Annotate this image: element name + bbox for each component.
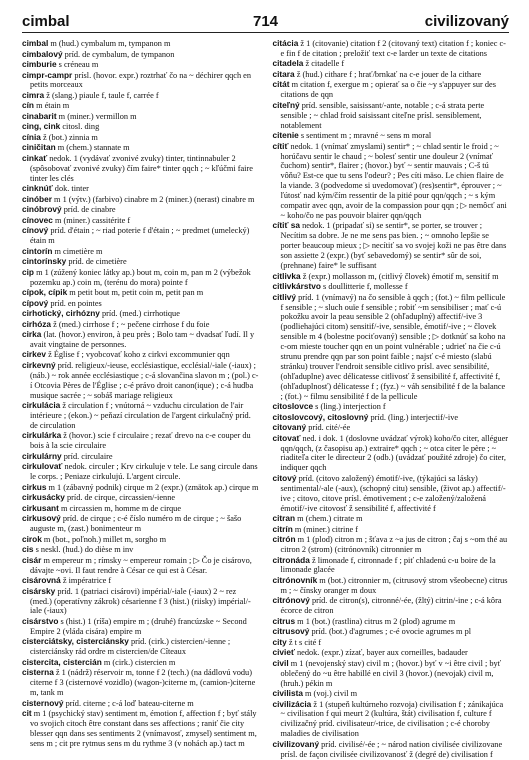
entry-definition: m (voj.) civil m (305, 689, 358, 699)
entry-definition: nedok. circuler ; Krv cirkuluje v tele. Le sang circule dans le corps. ; Peniaze cirkulujú. L'argent circule. (30, 462, 258, 482)
entry-definition: nedok. (expr.) zízať, bayer aux corneilles, badauder (297, 648, 468, 658)
entry-definition: m (bot., poľnoh.) millet m, sorgho m (43, 534, 167, 544)
entry-definition: s (ling.) interjection f (315, 402, 386, 412)
dictionary-entry (22, 587, 259, 617)
entry-definition: ž (hud.) cithare f ; hrať/brnkať na c-e jouer de la cithare (296, 69, 482, 79)
entry-headword: cinabarit (22, 110, 57, 121)
entry-definition: prísl. (hovor. expr.) roztrhať čo na ~ déchirer qqch en petits morceaux (30, 70, 252, 90)
entry-headword: citácia (272, 38, 299, 48)
left-column (22, 39, 259, 760)
entry-definition: príd. de cimetière (68, 257, 127, 267)
dictionary-entry (22, 133, 259, 143)
entry-headword: cimburie (22, 59, 57, 69)
dictionary-entry (22, 184, 259, 194)
entry-headword: cirok (22, 533, 42, 544)
dictionary-entry (22, 637, 259, 657)
entry-headword: cisárstvo (22, 615, 59, 626)
dictionary-entry (273, 525, 510, 535)
dictionary-entry (22, 668, 259, 698)
dictionary-entry (22, 401, 259, 431)
entry-definition: príd. circulaire (63, 451, 113, 461)
dictionary-entry (22, 299, 259, 309)
entry-headword: cirkev (22, 349, 46, 360)
entry-definition: príd. cité/-ée (308, 423, 351, 433)
entry-headword: city (272, 636, 287, 647)
entry-headword: cípok, cípik (22, 287, 68, 298)
entry-definition: príd. de cymbalum, de tympanon (64, 49, 175, 59)
entry-headword: cínový (22, 225, 49, 236)
entry-headword: cinóbrový (22, 204, 62, 215)
entry-definition: príd. religieux/-ieuse, ecclésiastique, ecclésial/-iale (-iaux) ; (náb.) ~ rok année ecclésiastique ; c-á slovančina slavon m ; (pol.) c-í Otcovia Pères de l'Église ; c-é právo droit canon(ique) ; c-á hudba musique sacrée ; ~ sobáš mariage religieux (30, 360, 259, 400)
entry-definition: m 1 (výtv.) (farbivo) cinabre m 2 (miner.) (nerast) cinabre m (54, 194, 255, 204)
entry-definition: ž Église f ; vyobcovať koho z cirkvi excommunier qqn (48, 350, 230, 360)
dictionary-entry (273, 596, 510, 616)
entry-headword: citový (272, 472, 297, 483)
entry-definition: ž 1 (nádrž) réservoir m, tonne f 2 (tech.) (na dádlovú vodu) citerne f 3 (cisternové vozidlo) (wagon-)citerne m, (camion-)citerne m, tank m (30, 668, 256, 698)
entry-headword: cintorín (22, 245, 53, 256)
entry-headword: citara (272, 68, 295, 79)
entry-definition: m (cirk.) cistercien m (103, 657, 176, 667)
entry-definition: príd. 1 (patriaci cisárovi) impérial/-iale (-iaux) 2 ~ rez (med.) (operatívny zákrok) césarienne f 3 (hist.) (riisky) impérial/-iale (-iaux) (30, 586, 251, 616)
entry-headword: citoslovcový, citoslovný (272, 411, 369, 422)
entry-headword: cirhotický, cirhózny (22, 308, 100, 319)
entry-definition: m 1 (zúžený koniec látky ap.) bout m, coin m, pan m 2 (výbežok pozemku ap.) coin m, (terénu do mora) pointe f (30, 267, 251, 287)
entry-definition: m 1 (nevojenský stav) civil m ; (hovor.) byť v ~i être civil ; byť oblečený do ~u être habillé en civil 3 (hovor.) (nevojak) civil m, (hruh.) pékin m (280, 658, 502, 688)
entry-headword: cimra (22, 89, 45, 100)
entry-definition: dok. tinter (54, 184, 89, 194)
entry-headword: cirkusácky (22, 492, 65, 503)
dictionary-entry (22, 514, 259, 534)
entry-definition: príd. en pointes (50, 298, 102, 308)
dictionary-entry (22, 617, 259, 637)
entry-definition: m citation f, exergue m ; opierať sa o čie ~y s'appuyer sur des citations de qqn (280, 80, 496, 100)
entry-definition: s sentiment m ; mravné ~ sens m moral (300, 131, 432, 141)
entry-headword: cirhóza (22, 318, 52, 329)
dictionary-entry (273, 535, 510, 555)
entry-headword: cinkať (22, 152, 48, 163)
entry-definition: príd. (bot.) d'agrumes ; c-é ovocie agrumes m pl (311, 627, 472, 637)
entry-headword: citlivka (272, 270, 301, 281)
entry-headword: cisárovná (22, 575, 61, 586)
dictionary-entry (273, 101, 510, 131)
entry-definition: m petit bout m, petit coin m, petit pan m (69, 288, 204, 298)
entry-definition: nedok. 1 (vnímať zmyslami) sentir* ; ~ chlad sentir le froid ; ~ horúčavu sentir le chaud ; ~ bolesť sentir une douleur 2 (vnímať čuchom) sentir*, flairer ; (hovor.) byť ~ sentir mauvais ; C-š tú vôňu? Est-ce que tu sens l'odeur? ; Pes cíti mäso. Le chien flaire de la viande. 3 (podvedome si uvedomovať) (res)sentir*, éprouver ; ~ ľútosť nad kým/čím ressentir de la pitié pour qqn/qqch ; ~ s kým compatir avec qqn, avoir de la compassion pour qqn ; ▷ nemôcť ani ~ koho/čo ne pas pouvoir blairer qqn/qqch (280, 141, 507, 220)
dictionary-entry (273, 556, 510, 576)
entry-headword: cimbal (22, 38, 49, 48)
entry-headword: citlivkárstvo (272, 281, 321, 292)
entry-headword: citovaný (272, 422, 307, 433)
entry-headword: citlivý (272, 291, 297, 302)
entry-headword: cirkus (22, 481, 47, 492)
entry-headword: citrusový (272, 626, 310, 637)
entry-headword: cit (22, 708, 32, 719)
entry-definition: ž citadelle f (305, 59, 345, 69)
entry-headword: cirkusový (22, 513, 61, 524)
entry-definition: m (miner.) citrine f (294, 524, 359, 534)
dictionary-entry (22, 257, 259, 267)
dictionary-entry (273, 221, 510, 271)
entry-headword: cisársky (22, 585, 56, 596)
entry-definition: m (miner.) vermillon m (58, 111, 137, 121)
dictionary-entry (22, 330, 259, 350)
entry-headword: citrus (272, 615, 296, 626)
entry-headword: citadela (272, 58, 304, 69)
entry-headword: civilizácia (272, 698, 312, 709)
entry-definition: príd. d'étain ; ~ riad poterie f d'étain ; ~ predmet (umelecký) étain m (30, 226, 250, 246)
entry-headword: citrón (272, 534, 296, 545)
dictionary-entry (22, 205, 259, 215)
entry-headword: cisterciátsky, cisterciánsky (22, 636, 129, 647)
entry-definition: ž (bot.) zinnia m (43, 132, 98, 142)
dictionary-entry (273, 423, 510, 433)
dictionary-entry (273, 659, 510, 689)
dictionary-entry (273, 272, 510, 282)
dictionary-entry (22, 709, 259, 749)
entry-headword: citrónový (272, 595, 310, 606)
entry-headword: cirkulovať (22, 461, 63, 472)
entry-headword: cín (22, 100, 34, 111)
right-column (273, 39, 510, 760)
entry-definition: m empereur m ; rímsky ~ empereur romain ; ▷ Čo je cisárovo, dávajte ~ovi. Il faut rendre à César ce qui est à César. (30, 555, 252, 575)
dictionary-entry (273, 80, 510, 100)
entry-headword: citrónovník (272, 574, 318, 585)
dictionary-entry (273, 648, 510, 658)
dictionary-entry (273, 142, 510, 221)
entry-headword: cítiť (272, 140, 289, 151)
entry-headword: cirka (22, 329, 42, 340)
dictionary-columns (22, 39, 509, 760)
dictionary-entry (273, 282, 510, 292)
entry-headword: cimpr-campr (22, 69, 73, 80)
entry-definition: m (bot.) citronnier m, (citrusový strom všeobecne) citrus m ; ~ čínsky oranger m doux (280, 575, 508, 595)
dictionary-entry (22, 195, 259, 205)
entry-definition: príd. (citovo založený) émotif/-ive, (týkajúci sa lásky) sentimental/-ale (-aux), (schopný citu) sensible, (život ap.) affectif/-ive ; citovo, citove prísl. émotivement ; c-e založený/založená émotif/-ive citovosť ž sensibilité f, affectivité f (280, 473, 506, 513)
entry-definition: citosl. ding (62, 122, 100, 132)
header-last-headword: civilizovaný (424, 13, 509, 30)
entry-definition: ž 1 (stupeň kultúrneho rozvoja) civilisation f ; zánikajúca ~ civilisation f qui meurt 2 (kultúra, štát) civilisation f, culture f civilizačný príd. civilisateur/-trice, de civilisation ; c-é choroby maladies de civilisation (280, 699, 504, 739)
dictionary-entry (273, 627, 510, 637)
dictionary-entry (22, 699, 259, 709)
dictionary-entry (22, 556, 259, 576)
dictionary-entry (22, 247, 259, 257)
entry-headword: cing, cink (22, 121, 61, 132)
entry-definition: nedok. 1 (vydávať zvonivé zvuky) tinter, tintinnabuler 2 (spôsobovať zvonivé zvuky) čím faire* tinter qqch ; ~ kľúčmi faire tinter les clés (30, 153, 253, 183)
entry-definition: ž t s cité f (288, 637, 322, 647)
entry-definition: príd. 1 (vnímavý) na čo sensible à qqch ; (fot.) ~ film pellicule f sensible ; ~ sluch ouïe f sensible ; robiť ~m sensibiliser ; mať c-ú pokožku avoir la peau sensible 2 (ohľaduplný) affectif/-ive 3 (podliehajúci citom) sensitif/-ive, sensible, émotif/-ive ; ~ človek sensible m 4 (bolestne pociťovaný) sensible ; ▷ dotknúť sa koho na c-om mieste toucher qqn en un point vulnérable ; udrieť na čie c-ú strunu prendre qqn par son point faible ; najsť c-é miesto (slabú stránku) trouver l'endroit sensible citlivo prísl. avec sensibilité, (ohľaduplne) avec délicatesse citlivosť ž sensibilité f, affectivité f, (ohľaduplnosť) délicatesse f ; (fyz.) ~ váh sensibilité f de la balance ; (fot.) ~ filmu sensibilité f de la pellicule (280, 292, 506, 401)
dictionary-entry (273, 293, 510, 402)
entry-definition: m (chem.) citrate m (297, 514, 363, 524)
entry-definition: príd. (cirk.) cistercien/-ienne ; cisterciánsky rád ordre m cistercien/de Cîteaux (30, 637, 231, 657)
entry-definition: príd. de cirque ; c-é číslo numéro m de cirque ; ~ šašo auguste m, (zast.) bonimenteur m (30, 514, 242, 534)
dictionary-entry (22, 504, 259, 514)
entry-definition: s créneau m (58, 60, 99, 69)
entry-definition: m (chem.) stannate m (57, 143, 130, 153)
entry-definition: m étain m (36, 101, 70, 111)
entry-definition: ž (med.) cirrhose f ; ~ pečene cirrhose f du foie (53, 319, 210, 329)
entry-headword: civilizovaný (272, 738, 320, 749)
entry-definition: ž impératrice f (62, 576, 112, 586)
dictionary-entry (22, 361, 259, 401)
entry-headword: cínovec (22, 214, 53, 225)
dictionary-entry (273, 59, 510, 69)
entry-headword: cirkevný (22, 359, 56, 370)
entry-definition: (lat. (hovor.) environ, à peu près ; Bolo tam ~ dvadsať ľudí. Il y avait vingtaine de personnes. (30, 330, 255, 349)
dictionary-entry (273, 70, 510, 80)
entry-definition: príd. de cinabre (63, 205, 116, 215)
entry-definition: ž circulation f ; vnútorná ~ vzduchu circulation de l'air intérieure ; (ekon.) ~ peňazí circulation de l'argent cirkulačný príd. de circulation (30, 401, 251, 430)
dictionary-entry (22, 493, 259, 503)
dictionary-entry (273, 514, 510, 524)
entry-definition: príd. de cirque, circassien/-ienne (66, 493, 176, 503)
dictionary-entry (22, 154, 259, 184)
dictionary-entry (273, 474, 510, 514)
dictionary-entry (273, 700, 510, 740)
entry-definition: ž (expr.) mollasson m, (citlivý človek) émotif m, sensitif m (302, 271, 499, 281)
entry-headword: cítiť sa (272, 220, 300, 231)
entry-definition: m (miner.) cassitérite f (54, 215, 131, 225)
entry-definition: príd. citerne ; c-á loď bateau-citerne m (65, 698, 194, 708)
dictionary-entry (22, 112, 259, 122)
entry-definition: m 1 (plod) citron m ; šťava z ~a jus de citron ; čaj s ~om thé au citron 2 (strom) (citrónovník) citronnier m (280, 535, 508, 554)
entry-headword: cip (22, 266, 34, 277)
dictionary-entry (22, 71, 259, 91)
dictionary-entry (273, 576, 510, 596)
entry-headword: cis (22, 544, 34, 555)
entry-headword: civieť (272, 647, 295, 658)
entry-headword: cintorínsky (22, 256, 67, 267)
entry-definition: m cimetière m (54, 246, 103, 256)
entry-definition: príd. sensible, saisissant/-ante, notable ; c-á strata perte sensible ; ~ chlad froid saisissant citeľne prísl. sensiblement, notablement (280, 100, 485, 130)
entry-definition: ž (slang.) piaule f, taule f, carrée f (46, 90, 159, 100)
dictionary-entry (22, 91, 259, 101)
dictionary-entry (22, 101, 259, 111)
dictionary-entry (273, 638, 510, 648)
dictionary-entry (22, 535, 259, 545)
dictionary-entry (22, 39, 259, 49)
dictionary-entry (22, 320, 259, 330)
entry-headword: ciničitan (22, 142, 56, 153)
dictionary-entry (273, 402, 510, 412)
entry-headword: civil (272, 657, 289, 668)
entry-headword: citenie (272, 130, 299, 141)
entry-definition: s neskl. (hud.) do dièse m inv (35, 545, 134, 555)
entry-definition: príd. civilisé/-ée ; ~ národ nation civilisée civilizovane prísl. de façon civilisée civilizovanosť ž (degré de) civilisation f (280, 739, 503, 759)
dictionary-entry (22, 309, 259, 319)
entry-definition: ž 1 (citovanie) citation f 2 (citovaný text) citation f ; koniec c-e fin f de citation ; preložiť text c-e larder un texte de citations (280, 39, 506, 58)
entry-headword: cirkulácia (22, 400, 61, 411)
page-header (22, 14, 509, 33)
entry-definition: m circassien m, homme m de cirque (60, 503, 182, 513)
entry-definition: m 1 (bot.) (rastlina) citrus m 2 (plod) agrume m (297, 616, 456, 626)
entry-definition: ž limonade f, citronnade f ; piť chladenú c-u boire de la limonade glacée (280, 555, 496, 575)
dictionary-entry (22, 658, 259, 668)
entry-headword: cisár (22, 554, 42, 565)
entry-headword: cisterna (22, 667, 54, 678)
entry-definition: s (hist.) 1 (ríša) empire m ; (druhé) francúzske ~ Second Empire 2 (vláda cisára) empire m (30, 616, 247, 636)
entry-definition: ž (hovor.) scie f circulaire ; rezať drevo na c-e couper du bois à la scie circulaire (30, 431, 251, 451)
entry-headword: cimbalový (22, 48, 63, 59)
entry-headword: cirkusant (22, 502, 59, 513)
dictionary-entry (22, 143, 259, 153)
entry-headword: citát (272, 79, 290, 90)
entry-headword: cinknúť (22, 183, 53, 194)
dictionary-entry (273, 689, 510, 699)
entry-definition: ned. i dok. 1 (doslovne uvádzať výrok) koho/čo citer, alléguer qqn/qqch, (z časopisu ap.) extraire* qqch ; ~ otca citer le père ; ~ riaditeľa citer le directeur 2 (odb.) (uvádzať použité zdroje) čo citer, indiquer qqch (280, 433, 509, 473)
entry-definition: príd. de citron(s), citronné/-ée, (žltý) citrin/-ine ; c-á kôra écorce de citron (280, 596, 502, 616)
dictionary-entry (22, 50, 259, 60)
entry-definition: príd. (med.) cirrhotique (102, 309, 180, 319)
dictionary-entry (22, 483, 259, 493)
dictionary-entry (22, 462, 259, 482)
entry-headword: cípový (22, 297, 49, 308)
entry-headword: citovať (272, 432, 301, 443)
entry-headword: cistercita, cistercián (22, 656, 102, 667)
entry-definition: m 1 (psychický stav) sentiment m, émotion f, affection f ; byť stály vo svojich citoch être constant dans ses affections ; raniť čie city blesser qqn dans ses sentiments 2 (vnímavosť, zmysel) sentiment m, sens m ; cit pre rytmus sens m du rythme 3 (v nohách ap.) tact m (30, 709, 257, 748)
entry-headword: cinóber (22, 193, 52, 204)
entry-definition: m (hud.) cymbalum m, tympanon m (50, 39, 171, 48)
dictionary-entry (22, 226, 259, 246)
dictionary-entry (273, 434, 510, 474)
entry-headword: citronáda (272, 554, 310, 565)
entry-definition: príd. (ling.) interjectif/-ive (370, 412, 459, 422)
dictionary-entry (22, 268, 259, 288)
dictionary-entry (22, 60, 259, 70)
dictionary-entry (22, 545, 259, 555)
entry-definition: m 1 (zábavný podnik) cirque m 2 (expr.) (zmätok ap.) cirque m (48, 482, 259, 492)
dictionary-entry (22, 288, 259, 298)
dictionary-entry (22, 431, 259, 451)
entry-headword: cínia (22, 131, 41, 142)
dictionary-entry (273, 413, 510, 423)
entry-headword: citeľný (272, 99, 300, 110)
header-first-headword: cimbal (22, 13, 70, 30)
entry-headword: cisternový (22, 697, 64, 708)
entry-headword: cirkulárka (22, 430, 62, 441)
dictionary-entry (273, 617, 510, 627)
dictionary-entry (22, 452, 259, 462)
entry-headword: civilista (272, 688, 303, 699)
entry-headword: citran (272, 513, 296, 524)
entry-headword: citrín (272, 523, 293, 534)
dictionary-entry (22, 122, 259, 132)
dictionary-entry (22, 216, 259, 226)
dictionary-entry (22, 350, 259, 360)
page-number: 714 (252, 13, 279, 30)
dictionary-entry (273, 39, 510, 59)
entry-definition: s doullitterie f, mollesse f (323, 282, 408, 292)
dictionary-entry (22, 576, 259, 586)
entry-headword: citoslovce (272, 401, 314, 412)
entry-headword: cirkulárny (22, 450, 62, 461)
dictionary-entry (273, 131, 510, 141)
entry-definition: nedok. 1 (pripadať si) se sentir*, se porter, se trouver ; Necítim sa dobre. Je ne me sens pas bien. ; ~ omnoho lepšie se porter beaucoup mieux ; ▷ necítiť sa vo svojej koži ne pas être dans son assiette 2 (expr.) (byť sebavedomý) se sentir* sûr de soi, (prehnane) faire* le suffisant (280, 221, 507, 271)
